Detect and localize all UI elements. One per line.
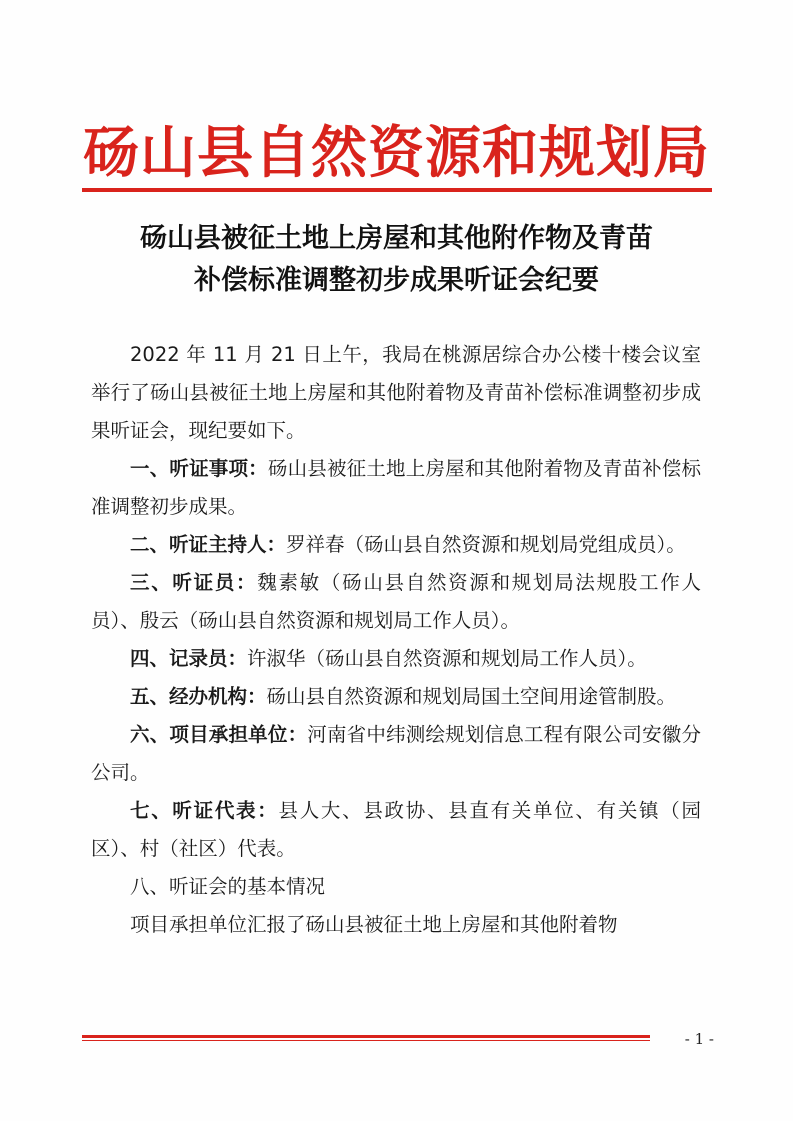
- document-title: [60, 218, 733, 302]
- item-text: 砀山县被征土地上房屋和其他附着物及青苗补偿标准调整初步成果。: [91, 457, 701, 518]
- item-project-contractor: [91, 716, 701, 792]
- page-number: - 1 -: [650, 1030, 714, 1048]
- item-label: 一、听证事项：: [130, 457, 268, 480]
- item-text: 许淑华（砀山县自然资源和规划局工作人员）。: [247, 647, 647, 670]
- item-host: [91, 526, 701, 564]
- item-label: 三、听证员：: [130, 571, 258, 594]
- item-label: 二、听证主持人：: [130, 533, 287, 556]
- section-8-paragraph: 项目承担单位汇报了砀山县被征土地上房屋和其他附着物: [130, 913, 618, 936]
- item-hearing-representatives: [91, 792, 701, 868]
- item-hearing-matter: [91, 450, 701, 526]
- item-recorder: [91, 640, 701, 678]
- item-text: 魏素敏（砀山县自然资源和规划局法规股工作人员）、殷云（砀山县自然资源和规划局工作人员）。: [91, 571, 701, 632]
- item-hearing-officers: [91, 564, 701, 640]
- footer-red-rule-thin: [82, 1040, 712, 1041]
- item-text: 砀山县自然资源和规划局国土空间用途管制股。: [266, 685, 677, 708]
- document-title-line-1: 砀山县被征土地上房屋和其他附作物及青苗: [140, 223, 653, 254]
- item-text: 县人大、县政协、县直有关单位、有关镇（园区）、村（社区）代表。: [91, 799, 701, 860]
- item-handling-agency: [91, 678, 701, 716]
- document-body: [91, 336, 701, 944]
- document-title-line-2: 补偿标准调整初步成果听证会纪要: [194, 265, 599, 296]
- footer-red-rule: [82, 1035, 712, 1038]
- section-8-heading: 八、听证会的基本情况: [130, 875, 326, 898]
- item-label: 六、项目承担单位：: [130, 723, 308, 746]
- item-label: 四、记录员：: [130, 647, 248, 670]
- item-text: 河南省中纬测绘规划信息工程有限公司安徽分公司。: [91, 723, 701, 784]
- intro-paragraph: 2022 年 11 月 21 日上午，我局在桃源居综合办公楼十楼会议室举行了砀山县被征土地上房屋和其他附着物及青苗补偿标准调整初步成果听证会，现纪要如下。: [91, 343, 701, 442]
- item-text: 罗祥春（砀山县自然资源和规划局党组成员）。: [286, 533, 686, 556]
- masthead-org-name: 砀山县自然资源和规划局: [83, 120, 710, 186]
- item-label: 五、经办机构：: [130, 685, 267, 708]
- masthead-red-rule: [82, 188, 712, 192]
- item-label: 七、听证代表：: [130, 799, 279, 822]
